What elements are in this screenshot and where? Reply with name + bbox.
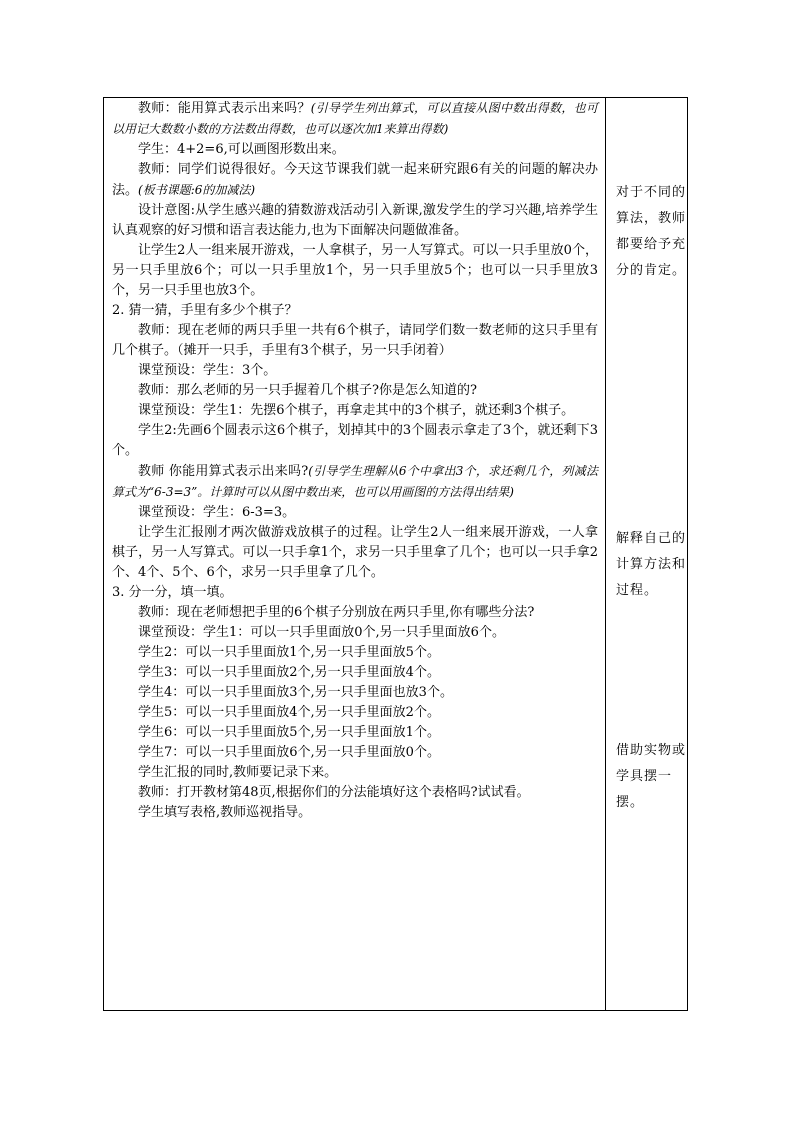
paragraph: 学生5：可以一只手里面放4个,另一只手里面放2个。 [138,705,440,720]
paragraph: 让学生汇报刚才两次做游戏放棋子的过程。让学生2人一组来展开游戏，一人拿棋子，另一人写算式。可以一只手拿1个，求另一只手里拿了几个；也可以一只手拿2个、4个、5个、6个，求另一只手里拿了几个。 [112,525,598,580]
paragraph: 教师：能用算式表示出来吗？(引导学生列出算式，可以直接从图中数出得数，也可以用记大数数小数的方法数出得数，也可以逐次加1来算出得数) [112,101,598,136]
side-note: 对于不同的算法，教师都要给予充分的肯定。 [616,185,687,278]
section-heading: 3. 分一分，填一填。 [112,585,233,600]
paragraph: 学生填写表格,教师巡视指导。 [138,805,312,820]
paragraph: 教师 你能用算式表示出来吗?(引导学生理解从6个中拿出3个，求还剩几个，列减法算式为“6-3=3”。计算时可以从图中数出来，也可以用画图的方法得出结果) [112,464,598,499]
paragraph: 学生汇报的同时,教师要记录下来。 [138,765,338,780]
paragraph: 教师：同学们说得很好。今天这节课我们就一起来研究跟6有关的问题的解决办法。(板书课题:6的加减法) [112,162,598,198]
paragraph: 课堂预设：学生：3个。 [138,363,277,378]
design-intent-paragraph: 设计意图:从学生感兴趣的猜数游戏活动引入新课,激发学生的学习兴趣,培养学生认真观察的好习惯和语言表达能力,也为下面解决问题做准备。 [112,203,598,238]
paragraph: 课堂预设：学生1：先摆6个棋子，再拿走其中的3个棋子，就还剩3个棋子。 [138,403,575,418]
italic-note: (引导学生理解从6个中拿出3个，求还剩几个，列减法算式为“6-3=3”。计算时可以从图中数出来，也可以用画图的方法得出结果) [112,464,598,499]
paragraph: 学生7：可以一只手里面放6个,另一只手里面放0个。 [138,745,440,760]
lesson-plan-table [103,97,688,1011]
paragraph: 教师：那么老师的另一只手握着几个棋子?你是怎么知道的? [138,383,477,398]
paragraph: 教师：现在老师想把手里的6个棋子分别放在两只手里,你有哪些分法? [138,605,535,620]
paragraph: 教师：现在老师的两只手里一共有6个棋子，请同学们数一数老师的这只手里有几个棋子。（摊开一只手，手里有3个棋子，另一只手闭着） [112,323,598,358]
paragraph: 学生4：可以一只手里面放3个,另一只手里面也放3个。 [138,685,453,700]
paragraph: 学生2：可以一只手里面放1个,另一只手里面放5个。 [138,645,440,660]
italic-note: (引导学生列出算式，可以直接从图中数出得数，也可以用记大数数小数的方法数出得数，也可以逐次加1来算出得数) [112,101,598,136]
teaching-process-column [104,98,604,1010]
paragraph: 让学生2人一组来展开游戏，一人拿棋子，另一人写算式。可以一只手里放0个，另一只手里放6个；可以一只手里放1个，另一只手里放5个；也可以一只手里放3个，另一只手里也放3个。 [112,243,598,298]
paragraph: 学生3：可以一只手里面放2个,另一只手里面放4个。 [138,665,440,680]
notes-column [606,98,688,1010]
paragraph: 学生：4+2=6,可以画图形数出来。 [138,142,345,157]
paragraph: 教师：打开教材第48页,根据你们的分法能填好这个表格吗?试试看。 [138,785,530,800]
paragraph: 课堂预设：学生1：可以一只手里面放0个,另一只手里面放6个。 [138,625,505,640]
section-heading: 2. 猜一猜，手里有多少个棋子？ [112,303,298,318]
paragraph: 学生6：可以一只手里面放5个,另一只手里面放1个。 [138,725,440,740]
paragraph: 课堂预设：学生：6-3=3。 [138,505,296,520]
side-note: 解释自己的计算方法和过程。 [616,531,687,598]
side-note: 借助实物或学具摆一摆。 [616,743,687,810]
italic-note: (板书课题:6的加减法) [138,183,256,197]
paragraph: 学生2:先画6个圆表示这6个棋子，划掉其中的3个圆表示拿走了3个，就还剩下3个。 [112,423,598,458]
